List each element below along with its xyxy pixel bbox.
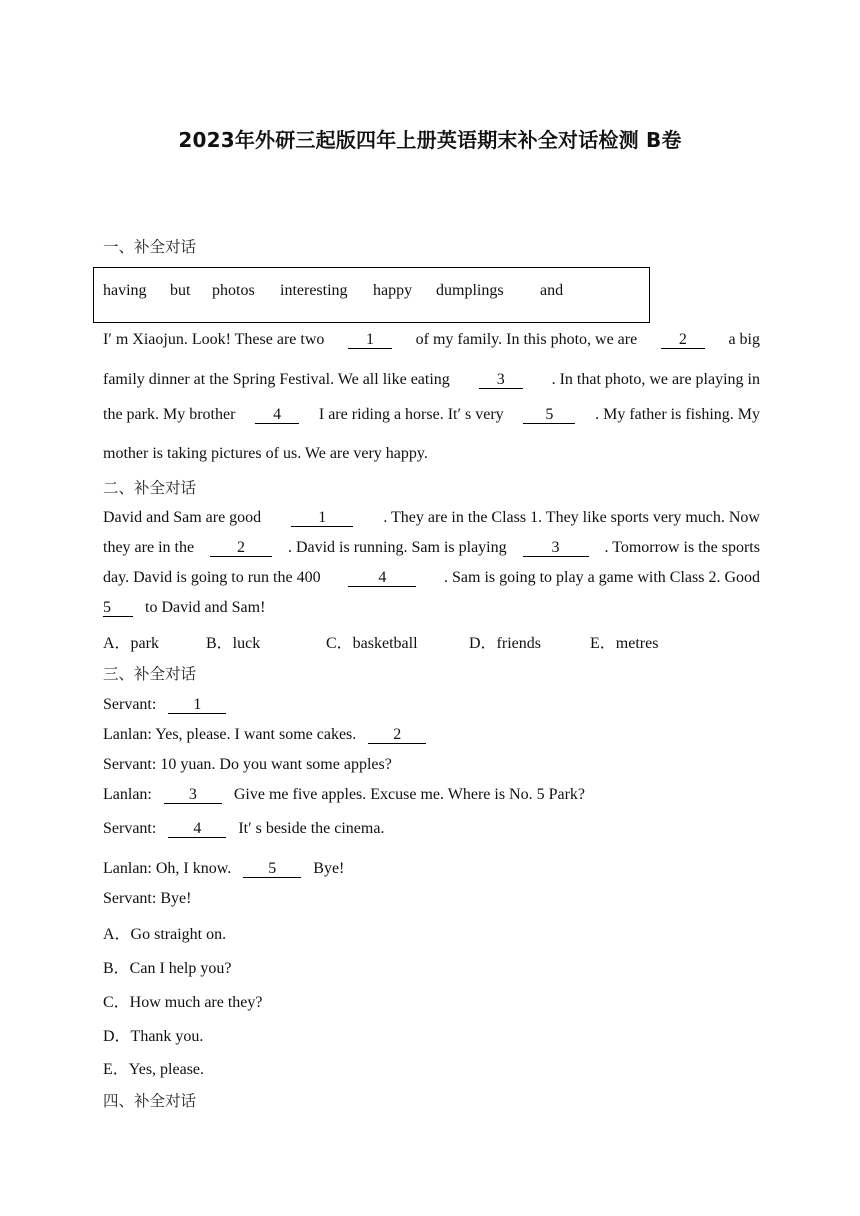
passage-2-line: David and Sam are good 1 . They are in the Class 1. They like sports very much. Now	[103, 509, 760, 526]
passage-1-line: mother is taking pictures of us. We are very happy.	[103, 445, 428, 462]
dialogue-line: Servant: 10 yuan. Do you want some apples?	[103, 756, 392, 773]
dialogue-line: Lanlan: 3 Give me five apples. Excuse me. Where is No. 5 Park?	[103, 786, 586, 803]
page-title: 2023年外研三起版四年上册英语期末补全对话检测 B卷	[178, 128, 682, 152]
word-bank-box	[93, 267, 650, 323]
dialogue-line: Servant: 4 It′ s beside the cinema.	[103, 820, 385, 837]
word-bank-item: happy	[373, 282, 413, 299]
blank-5: 5	[103, 599, 133, 617]
section-3-heading: 三、补全对话	[103, 665, 197, 683]
passage-2-line: they are in the 2 . David is running. Sam is playing 3 . Tomorrow is the sports	[103, 539, 760, 556]
option-d: D．Thank you.	[103, 1028, 204, 1045]
word-bank-item: dumplings	[436, 282, 504, 299]
word-bank-item: but	[170, 282, 191, 299]
blank-4: 4	[348, 569, 416, 587]
dialogue-line: Lanlan: Yes, please. I want some cakes. 2	[103, 726, 760, 744]
passage-1-line: family dinner at the Spring Festival. We all like eating 3 . In that photo, we are playing in	[103, 371, 760, 388]
option-e: E．Yes, please.	[103, 1061, 205, 1078]
passage-1-line: the park. My brother 4 I are riding a horse. It′ s very 5 . My father is fishing. My	[103, 406, 760, 423]
word-bank-item: and	[540, 282, 564, 299]
passage-1-line: I′ m Xiaojun. Look! These are two 1 of my family. In this photo, we are 2 a big	[103, 331, 760, 348]
section-2-heading: 二、补全对话	[103, 479, 197, 497]
blank-1: 1	[291, 509, 353, 527]
dialogue-line: Servant: 1	[103, 696, 760, 714]
passage-2-line: 5 to David and Sam!	[103, 599, 266, 616]
section-4-heading: 四、补全对话	[103, 1092, 197, 1110]
dialogue-line: Servant: Bye!	[103, 890, 192, 907]
blank-1: 1	[168, 696, 226, 714]
option-a: A．Go straight on.	[103, 926, 227, 943]
blank-2: 2	[210, 539, 272, 557]
option-a: A．park	[103, 635, 159, 652]
word-bank-item: having	[103, 282, 147, 299]
option-e: E．metres	[590, 635, 659, 652]
word-bank-item: photos	[212, 282, 255, 299]
option-c: C．basketball	[326, 635, 418, 652]
word-bank-item: interesting	[280, 282, 348, 299]
option-d: D．friends	[469, 635, 541, 652]
blank-4: 4	[168, 820, 226, 838]
blank-3: 3	[479, 371, 523, 389]
blank-2: 2	[661, 331, 705, 349]
option-b: B．Can I help you?	[103, 960, 232, 977]
blank-2: 2	[368, 726, 426, 744]
section-1-heading: 一、补全对话	[103, 238, 197, 256]
blank-4: 4	[255, 406, 299, 424]
blank-5: 5	[523, 406, 575, 424]
blank-1: 1	[348, 331, 392, 349]
blank-3: 3	[164, 786, 222, 804]
blank-5: 5	[243, 860, 301, 878]
dialogue-line: Lanlan: Oh, I know. 5 Bye!	[103, 860, 345, 877]
option-c: C．How much are they?	[103, 994, 263, 1011]
option-b: B．luck	[206, 635, 261, 652]
blank-3: 3	[523, 539, 589, 557]
passage-2-line: day. David is going to run the 400 4 . Sam is going to play a game with Class 2. Good	[103, 569, 760, 586]
